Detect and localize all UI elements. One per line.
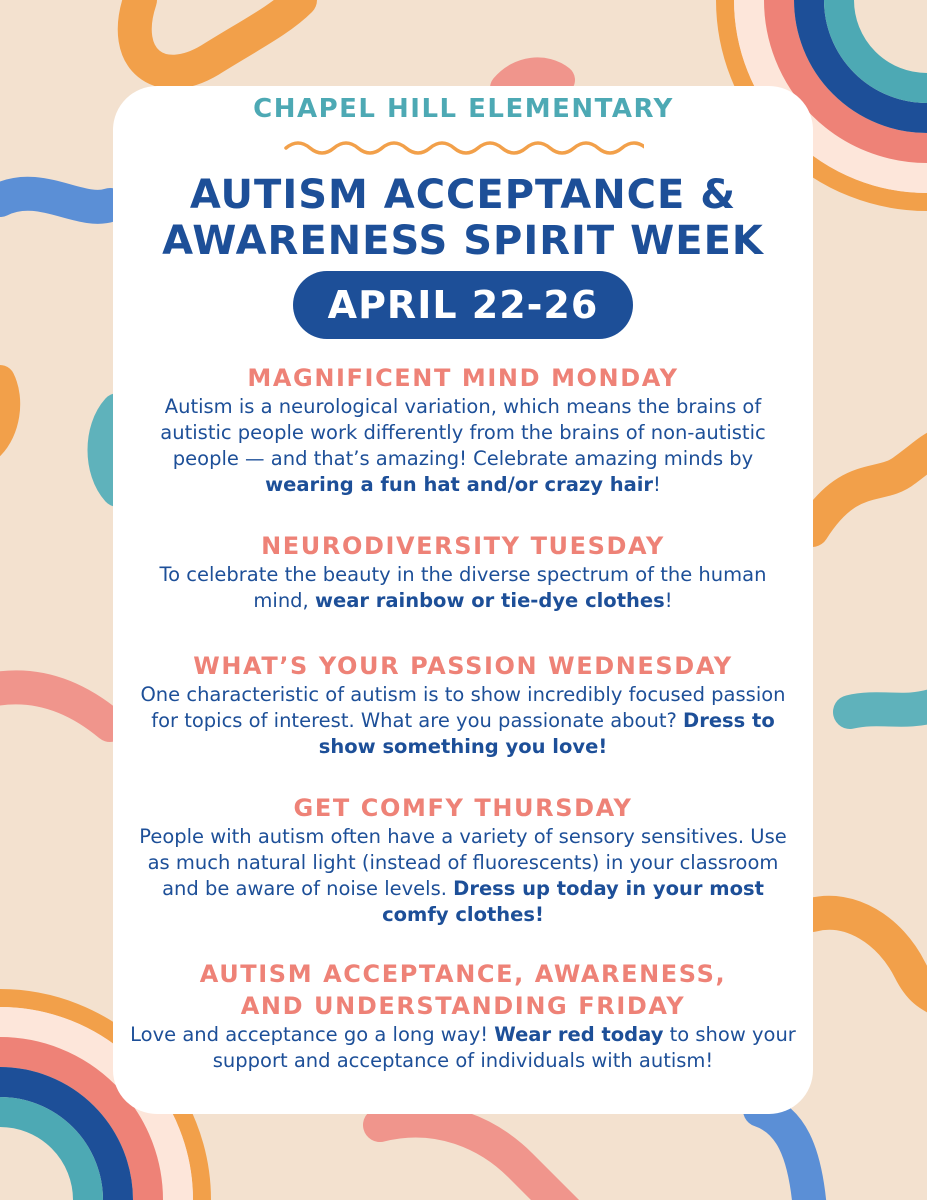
wavy-underline bbox=[282, 136, 644, 160]
day-text-bold: Dress up today in your most comfy clothes! bbox=[382, 877, 764, 926]
day-text: To celebrate the beauty in the diverse spectrum of the human mind, bbox=[159, 563, 767, 612]
day-text-tail: ! bbox=[653, 473, 661, 496]
squiggle-teal-right bbox=[850, 705, 927, 712]
day-text-bold: Wear red today bbox=[494, 1023, 664, 1046]
day-text: Autism is a neurological variation, which means the brains of autistic people work differently from the brains of non-autistic people — and that’s amazing! Celebrate amazing minds by bbox=[160, 395, 766, 470]
day-title: NEURODIVERSITY TUESDAY bbox=[261, 532, 665, 560]
squiggle-coral-bottom bbox=[380, 1121, 570, 1200]
day-section-wednesday bbox=[130, 650, 796, 760]
day-title-line-1: AUTISM ACCEPTANCE, AWARENESS, bbox=[199, 960, 727, 988]
page-title bbox=[113, 172, 813, 264]
day-title bbox=[130, 958, 796, 1022]
day-text: Love and acceptance go a long way! bbox=[130, 1023, 495, 1046]
squiggle-orange-right bbox=[812, 445, 927, 530]
school-name: CHAPEL HILL ELEMENTARY bbox=[253, 94, 674, 124]
title-line-2: AWARENESS SPIRIT WEEK bbox=[162, 218, 764, 264]
day-text: People with autism often have a variety of sensory sensitives. Use as much natural light (instead of fluorescents) in your classroom and be aware of noise levels. bbox=[139, 825, 787, 900]
date-badge: APRIL 22-26 bbox=[293, 271, 633, 339]
day-description bbox=[130, 562, 796, 614]
day-section-friday bbox=[130, 958, 796, 1074]
day-section-thursday bbox=[130, 792, 796, 928]
day-text-bold: wear rainbow or tie-dye clothes bbox=[314, 589, 665, 612]
day-title-line-2: AND UNDERSTANDING FRIDAY bbox=[240, 992, 686, 1020]
squiggle-orange-right-lower bbox=[812, 913, 927, 1000]
day-text-tail: to show your support and acceptance of individuals with autism! bbox=[212, 1023, 796, 1072]
squiggle-orange-left bbox=[0, 380, 5, 445]
squiggle-coral-left bbox=[0, 687, 110, 725]
day-description bbox=[130, 824, 796, 928]
day-description bbox=[130, 682, 796, 760]
squiggle-blue-left bbox=[0, 194, 110, 207]
day-title: WHAT’S YOUR PASSION WEDNESDAY bbox=[193, 652, 733, 680]
day-text-tail: ! bbox=[664, 589, 673, 612]
day-text: One characteristic of autism is to show incredibly focused passion for topics of interest. What are you passionate about? bbox=[140, 683, 786, 732]
day-title: MAGNIFICENT MIND MONDAY bbox=[247, 364, 679, 392]
day-title: GET COMFY THURSDAY bbox=[293, 794, 633, 822]
day-description bbox=[130, 394, 796, 498]
day-text-bold: wearing a fun hat and/or crazy hair bbox=[265, 473, 654, 496]
day-section-tuesday bbox=[130, 530, 796, 614]
day-text-bold: Dress to show something you love! bbox=[318, 709, 775, 758]
day-description bbox=[130, 1022, 796, 1074]
title-line-1: AUTISM ACCEPTANCE & bbox=[189, 172, 737, 218]
day-section-monday bbox=[130, 362, 796, 498]
squiggle-blue-bottom bbox=[760, 1110, 810, 1200]
squiggle-orange-top-left bbox=[135, 0, 300, 72]
